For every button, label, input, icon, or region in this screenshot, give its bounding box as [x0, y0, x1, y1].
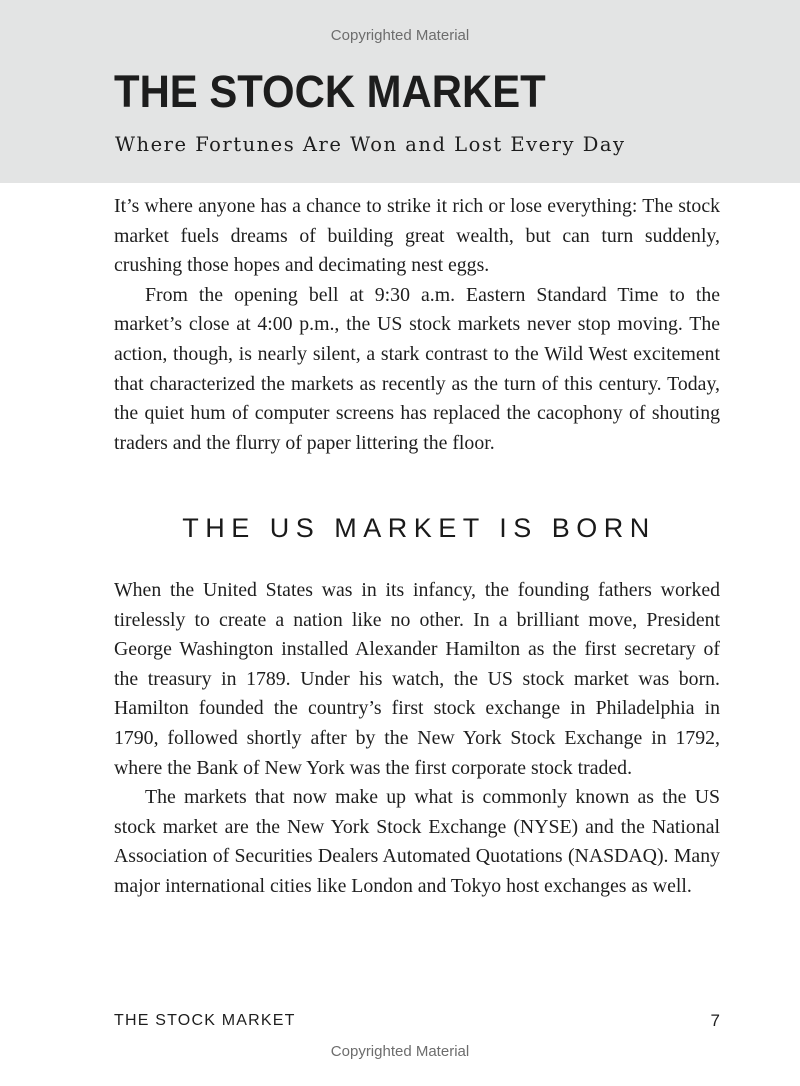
chapter-subtitle: Where Fortunes Are Won and Lost Every Day	[115, 133, 626, 156]
intro-text	[114, 192, 720, 458]
intro-paragraph-1: It’s where anyone has a chance to strike it rich or lose everything: The stock market fuels dreams of building great wealth, but can turn suddenly, crushing those hopes and decimating nest eggs.	[114, 195, 720, 277]
chapter-title: THE STOCK MARKET	[114, 66, 546, 117]
section-paragraph-2: The markets that now make up what is commonly known as the US stock market are the New York Stock Exchange (NYSE) and the National Association of Securities Dealers Automated Quotations (NASDAQ). Many major international cities like London and Tokyo host exchanges as well.	[114, 786, 720, 897]
intro-paragraph-2: From the opening bell at 9:30 a.m. Eastern Standard Time to the market’s close at 4:00 p.m., the US stock markets never stop moving. The action, though, is nearly silent, a stark contrast to the Wild West excitement that characterized the markets as recently as the turn of this century. Today, the quiet hum of computer screens has replaced the cacophony of shouting traders and the flurry of paper littering the floor.	[114, 283, 720, 454]
copyright-watermark-top: Copyrighted Material	[330, 27, 470, 44]
section-heading: THE US MARKET IS BORN	[182, 513, 656, 543]
page-number: 7	[710, 1011, 720, 1030]
running-footer-title: THE STOCK MARKET	[114, 1012, 296, 1029]
section-text	[114, 576, 720, 902]
copyright-watermark-bottom: Copyrighted Material	[330, 1043, 470, 1060]
section-paragraph-1: When the United States was in its infancy, the founding fathers worked tirelessly to create a nation like no other. In a brilliant move, President George Washington installed Alexander Hamilton as the first secretary of the treasury in 1789. Under his watch, the US stock market was born. Hamilton founded the country’s first stock exchange in Philadelphia in 1790, followed shortly after by the New York Stock Exchange in 1792, where the Bank of New York was the first corporate stock traded.	[114, 579, 720, 779]
